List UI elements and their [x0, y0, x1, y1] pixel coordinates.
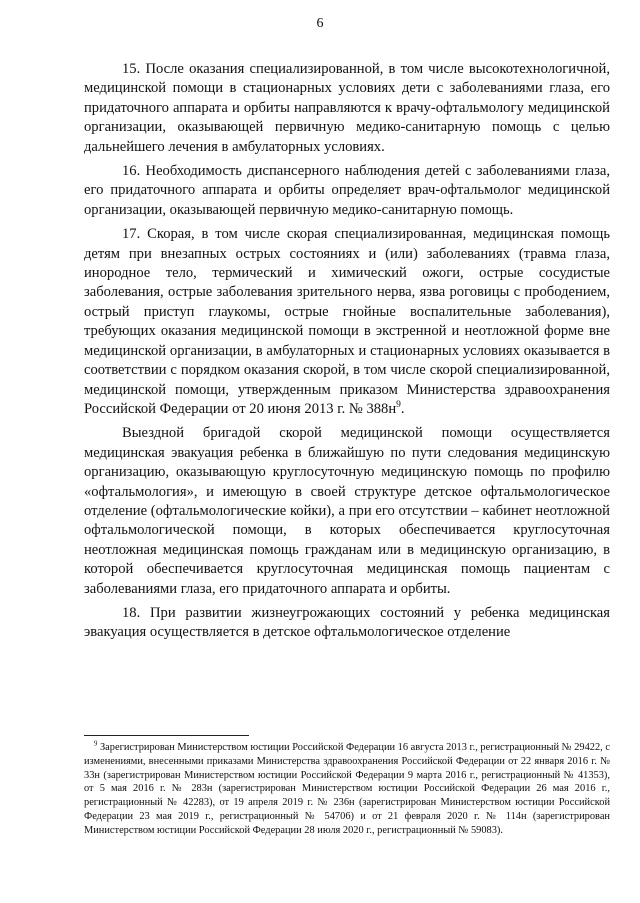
paragraph-18: 18. При развитии жизнеугрожающих состояний у ребенка медицинская эвакуация осуществляется в детское офтальмологическое отделение: [84, 604, 610, 641]
page-number: 6: [316, 16, 324, 31]
footnotes-section: [84, 741, 610, 838]
footnote-separator: [84, 735, 249, 736]
paragraph-15: 15. После оказания специализированной, в том числе высокотехнологичной, медицинской помощи в стационарных условиях дети с заболеваниями глаза, его придаточного аппарата и орбиты направляются к врачу-офтальмологу медицинской организации, оказывающей первичную медико-санитарную помощь с целью дальнейшего лечения в амбулаторных условиях.: [84, 61, 610, 155]
footnote-reference-9[interactable]: 9: [396, 400, 401, 411]
document-body: [84, 60, 610, 643]
footnote-text: Зарегистрирован Министерством юстиции Российской Федерации 16 августа 2013 г., регистрационный № 29422, с изменениями, внесенными приказами Министерства здравоохранения Российской Федерации от 22 января 2016 г. № 33н (зарегистрирован Министерством юстиции Российской Федерации 9 марта 2016 г., регистрационный № 41353), от 5 мая 2016 г. № 283н (зарегистрирован Министерством юстиции Российской Федерации 26 мая 2016 г., регистрационный № 42283), от 19 апреля 2019 г. № 236н (зарегистрирован Министерством юстиции Российской Федерации 23 мая 2019 г., регистрационный № 54706) и от 21 февраля 2020 г. № 114н (зарегистрирован Министерством юстиции Российской Федерации 28 июля 2020 г., регистрационный № 59083).: [84, 742, 610, 836]
paragraph-17-end: .: [400, 400, 405, 417]
paragraph-evacuation: Выездной бригадой скорой медицинской помощи осуществляется медицинская эвакуация ребенка в ближайшую по пути следования медицинскую организацию, оказывающую круглосуточную медицинскую помощь по профилю «офтальмология», и имеющую в своей структуре детское офтальмологическое отделение (офтальмологические койки), а при его отсутствии – кабинет неотложной офтальмологической помощи, в которых обеспечивается круглосуточная неотложная медицинская помощь гражданам или в медицинскую организацию, в которой обеспечивается круглосуточная медицинская помощь пациентам с заболеваниями глаза, его придаточного аппарата и орбиты.: [84, 425, 610, 597]
paragraph-17: [84, 225, 610, 419]
paragraph-16: 16. Необходимость диспансерного наблюдения детей с заболеваниями глаза, его придаточного аппарата и орбиты определяет врач-офтальмолог медицинской организации, оказывающей первичную медико-санитарную помощь.: [84, 163, 610, 218]
paragraph-17-text: 17. Скорая, в том числе скорая специализированная, медицинская помощь детям при внезапных острых состояниях и (или) заболеваниях (травма глаза, инородное тело, термический и химический ожоги, острые сосудистые заболевания, острые заболевания зрительного нерва, язва роговицы с прободением, острый приступ глаукомы, острые гнойные воспалительные заболевания), требующих оказания медицинской помощи в экстренной и неотложной форме вне медицинской организации, в амбулаторных и стационарных условиях оказывается в соответствии с порядком оказания скорой, в том числе скорой специализированной, медицинской помощи, утвержденным приказом Министерства здравоохранения Российской Федерации от 20 июня 2013 г. № 388н: [84, 226, 610, 417]
footnote-9: [84, 741, 610, 838]
footnote-marker: 9: [94, 740, 98, 748]
